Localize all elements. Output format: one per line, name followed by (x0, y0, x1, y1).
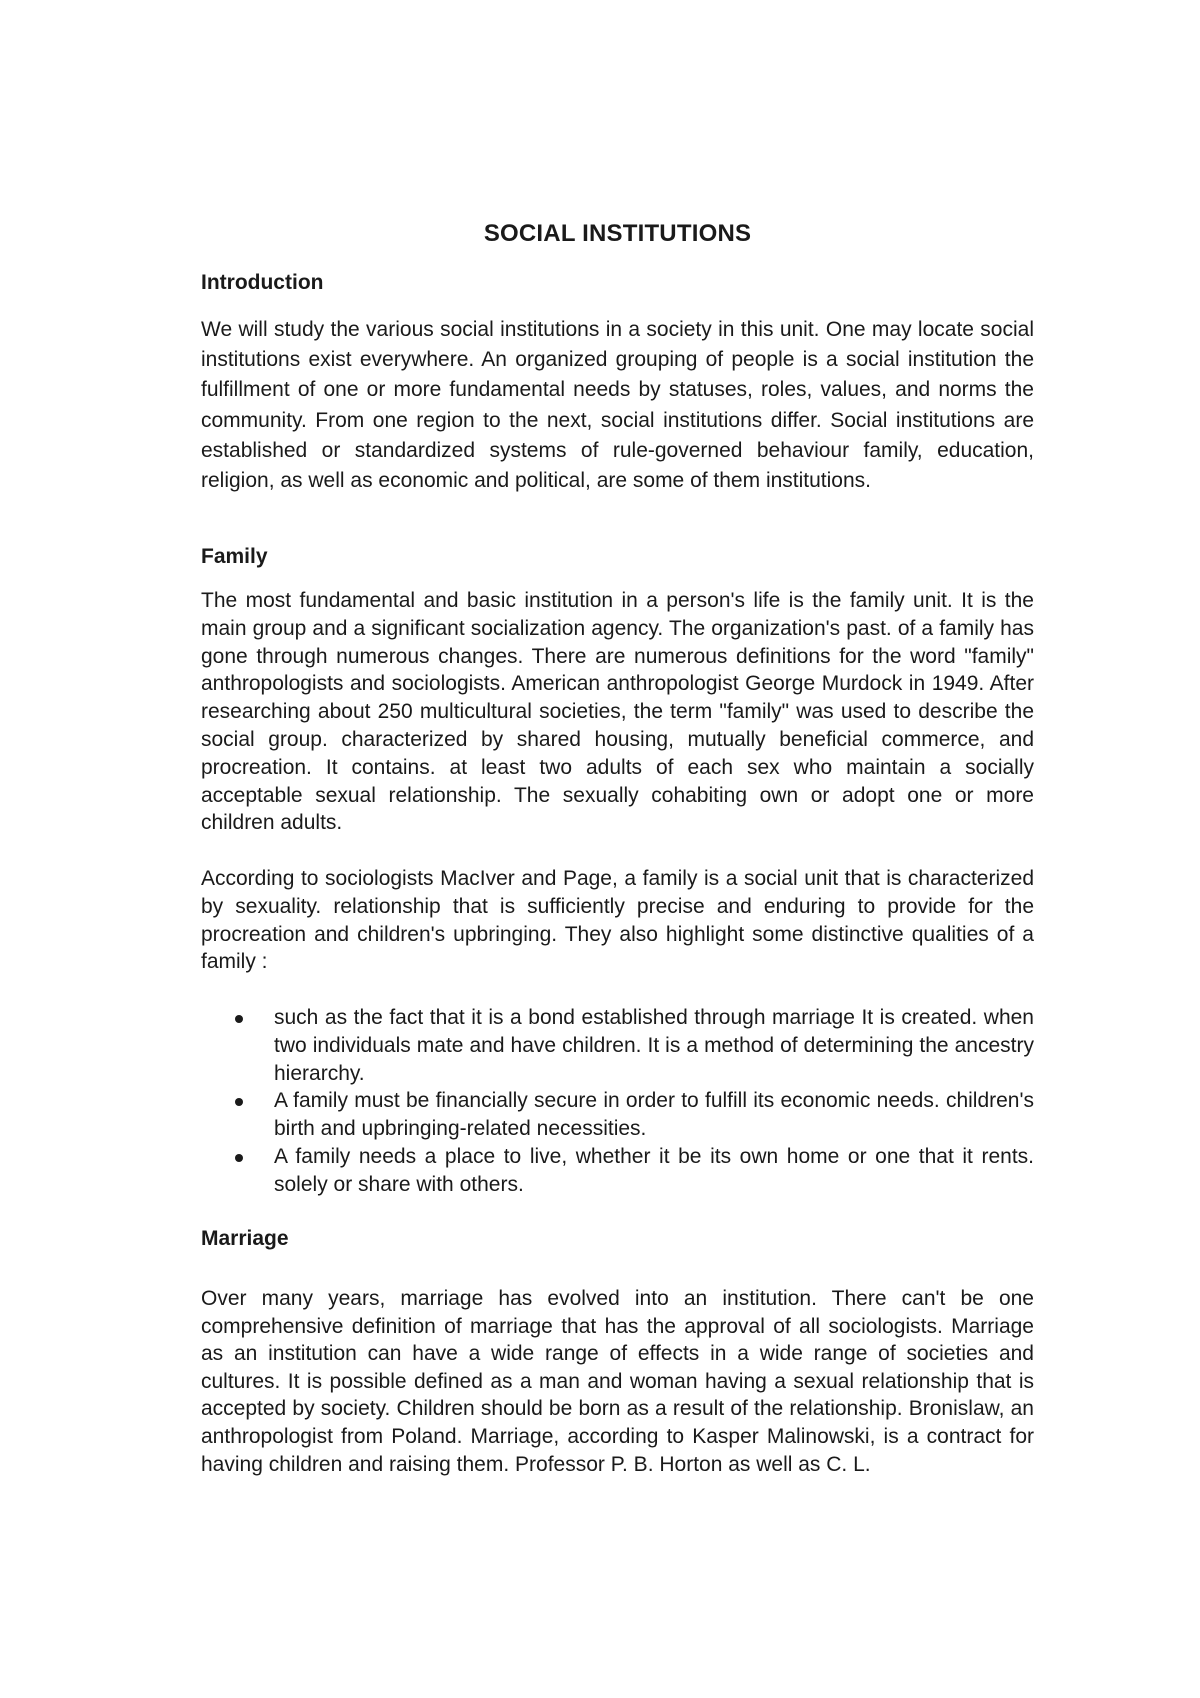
family-paragraph-1: The most fundamental and basic institution in a person's life is the family unit. It is the main group and a significant socialization agency. The organization's past. of a family has gone through numerous changes. There are numerous definitions for the word "family" anthropologists and sociologists. American anthropologist George Murdock in 1949. After researching about 250 multicultural societies, the term "family" was used to describe the social group. characterized by shared housing, mutually beneficial commerce, and procreation. It contains. at least two adults of each sex who maintain a socially acceptable sexual relationship. The sexually cohabiting own or adopt one or more children adults. (201, 589, 1034, 835)
list-item-text: such as the fact that it is a bond established through marriage It is created. when two individuals mate and have children. It is a method of determining the ancestry hierarchy. (274, 1006, 1034, 1085)
section-heading-introduction: Introduction (201, 271, 324, 294)
introduction-paragraph: We will study the various social institutions in a society in this unit. One may locate social institutions exist everywhere. An organized grouping of people is a social institution the fulfillment of one or more fundamental needs by statuses, roles, values, and norms the community. From one region to the next, social institutions differ. Social institutions are established or standardized systems of rule-governed behaviour family, education, religion, as well as economic and political, are some of them institutions. (201, 318, 1034, 493)
marriage-paragraph: Over many years, marriage has evolved into an institution. There can't be one comprehensive definition of marriage that has the approval of all sociologists. Marriage as an institution can have a wide range of effects in a wide range of societies and cultures. It is possible defined as a man and woman having a sexual relationship that is accepted by society. Children should be born as a result of the relationship. Bronislaw, an anthropologist from Poland. Marriage, according to Kasper Malinowski, is a contract for having children and raising them. Professor P. B. Horton as well as C. L. (201, 1287, 1034, 1476)
bullet-icon (235, 1098, 243, 1106)
list-item (201, 1087, 1034, 1143)
list-item-text: A family must be financially secure in order to fulfill its economic needs. children's birth and upbringing-related necessities. (274, 1089, 1034, 1141)
section-heading-marriage: Marriage (201, 1227, 289, 1250)
family-qualities-list (201, 1004, 1034, 1199)
list-item-text: A family needs a place to live, whether it be its own home or one that it rents. solely or share with others. (274, 1144, 1034, 1196)
bullet-icon (235, 1154, 243, 1162)
section-heading-family: Family (201, 545, 268, 568)
list-item (201, 1004, 1034, 1087)
family-paragraph-2: According to sociologists MacIver and Page, a family is a social unit that is characterized by sexuality. relationship that is sufficiently precise and enduring to provide for the procreation and children's upbringing. They also highlight some distinctive qualities of a family : (201, 867, 1034, 974)
list-item (201, 1143, 1034, 1199)
document-title: SOCIAL INSTITUTIONS (483, 220, 752, 247)
bullet-icon (235, 1015, 243, 1023)
